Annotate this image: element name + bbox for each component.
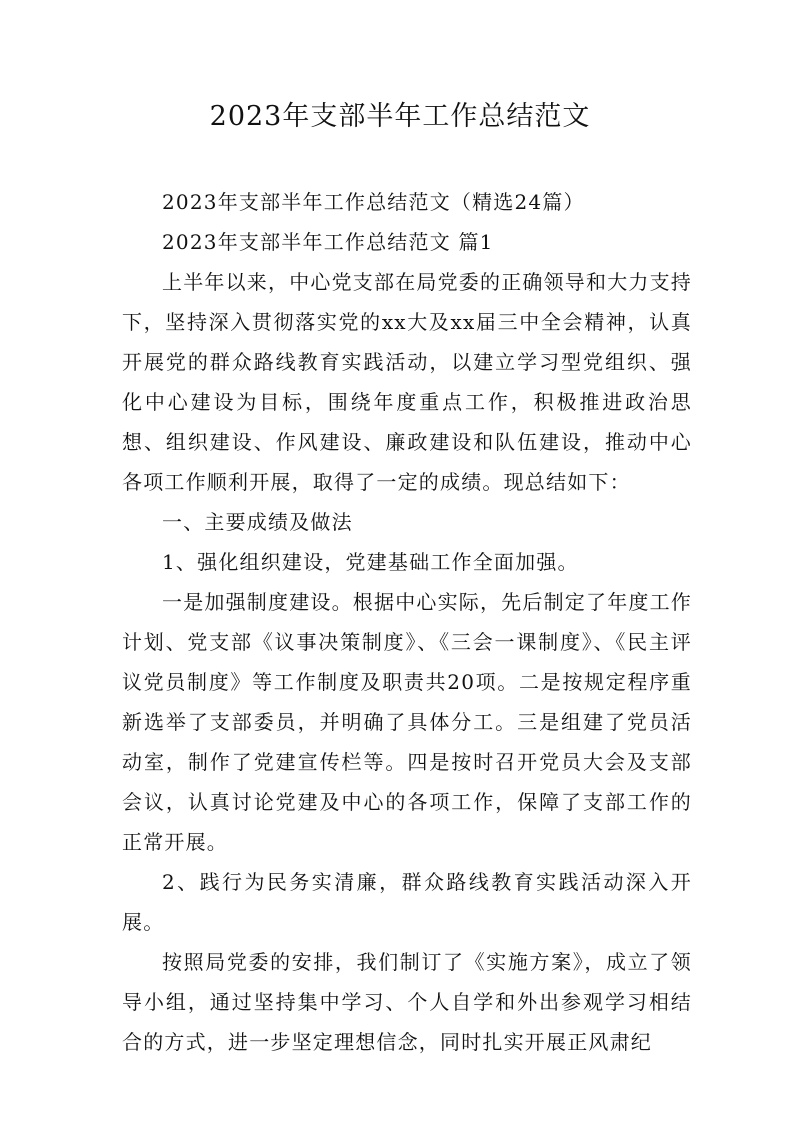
subtitle-paragraph: 2023年支部半年工作总结范文（精选24篇） xyxy=(162,190,585,214)
document-title: 2023年支部半年工作总结范文 xyxy=(209,101,591,132)
document-body xyxy=(122,182,692,1062)
body-paragraph: 一是加强制度建设。根据中心实际，先后制定了年度工作计划、党支部《议事决策制度》、《三会一课制度》、《民主评议党员制度》等工作制度及职责共20项。二是按规定程序重新选举了支部委员，并明确了具体分工。三是组建了党员活动室，制作了党建宣传栏等。四是按时召开党员大会及支部会议，认真讨论党建及中心的各项工作，保障了支部工作的正常开展。 xyxy=(122,590,692,854)
heading-main-results: 一、主要成绩及做法 xyxy=(162,510,353,534)
body-paragraph: 按照局党委的安排，我们制订了《实施方案》，成立了领导小组，通过坚持集中学习、个人自学和外出参观学习相结合的方式，进一步坚定理想信念，同时扎实开展正风肃纪 xyxy=(122,950,692,1054)
heading-organization-building: 1、强化组织建设，党建基础工作全面加强。 xyxy=(162,550,579,574)
section-heading-paragraph: 2023年支部半年工作总结范文 篇1 xyxy=(162,230,494,254)
heading-mass-line-campaign: 2、践行为民务实清廉，群众路线教育实践活动深入开展。 xyxy=(122,870,692,934)
intro-paragraph: 上半年以来，中心党支部在局党委的正确领导和大力支持下，坚持深入贯彻落实党的xx大及xx届三中全会精神，认真开展党的群众路线教育实践活动，以建立学习型党组织、强化中心建设为目标，围绕年度重点工作，积极推进政治思想、组织建设、作风建设、廉政建设和队伍建设，推动中心各项工作顺利开展，取得了一定的成绩。现总结如下： xyxy=(122,270,692,494)
